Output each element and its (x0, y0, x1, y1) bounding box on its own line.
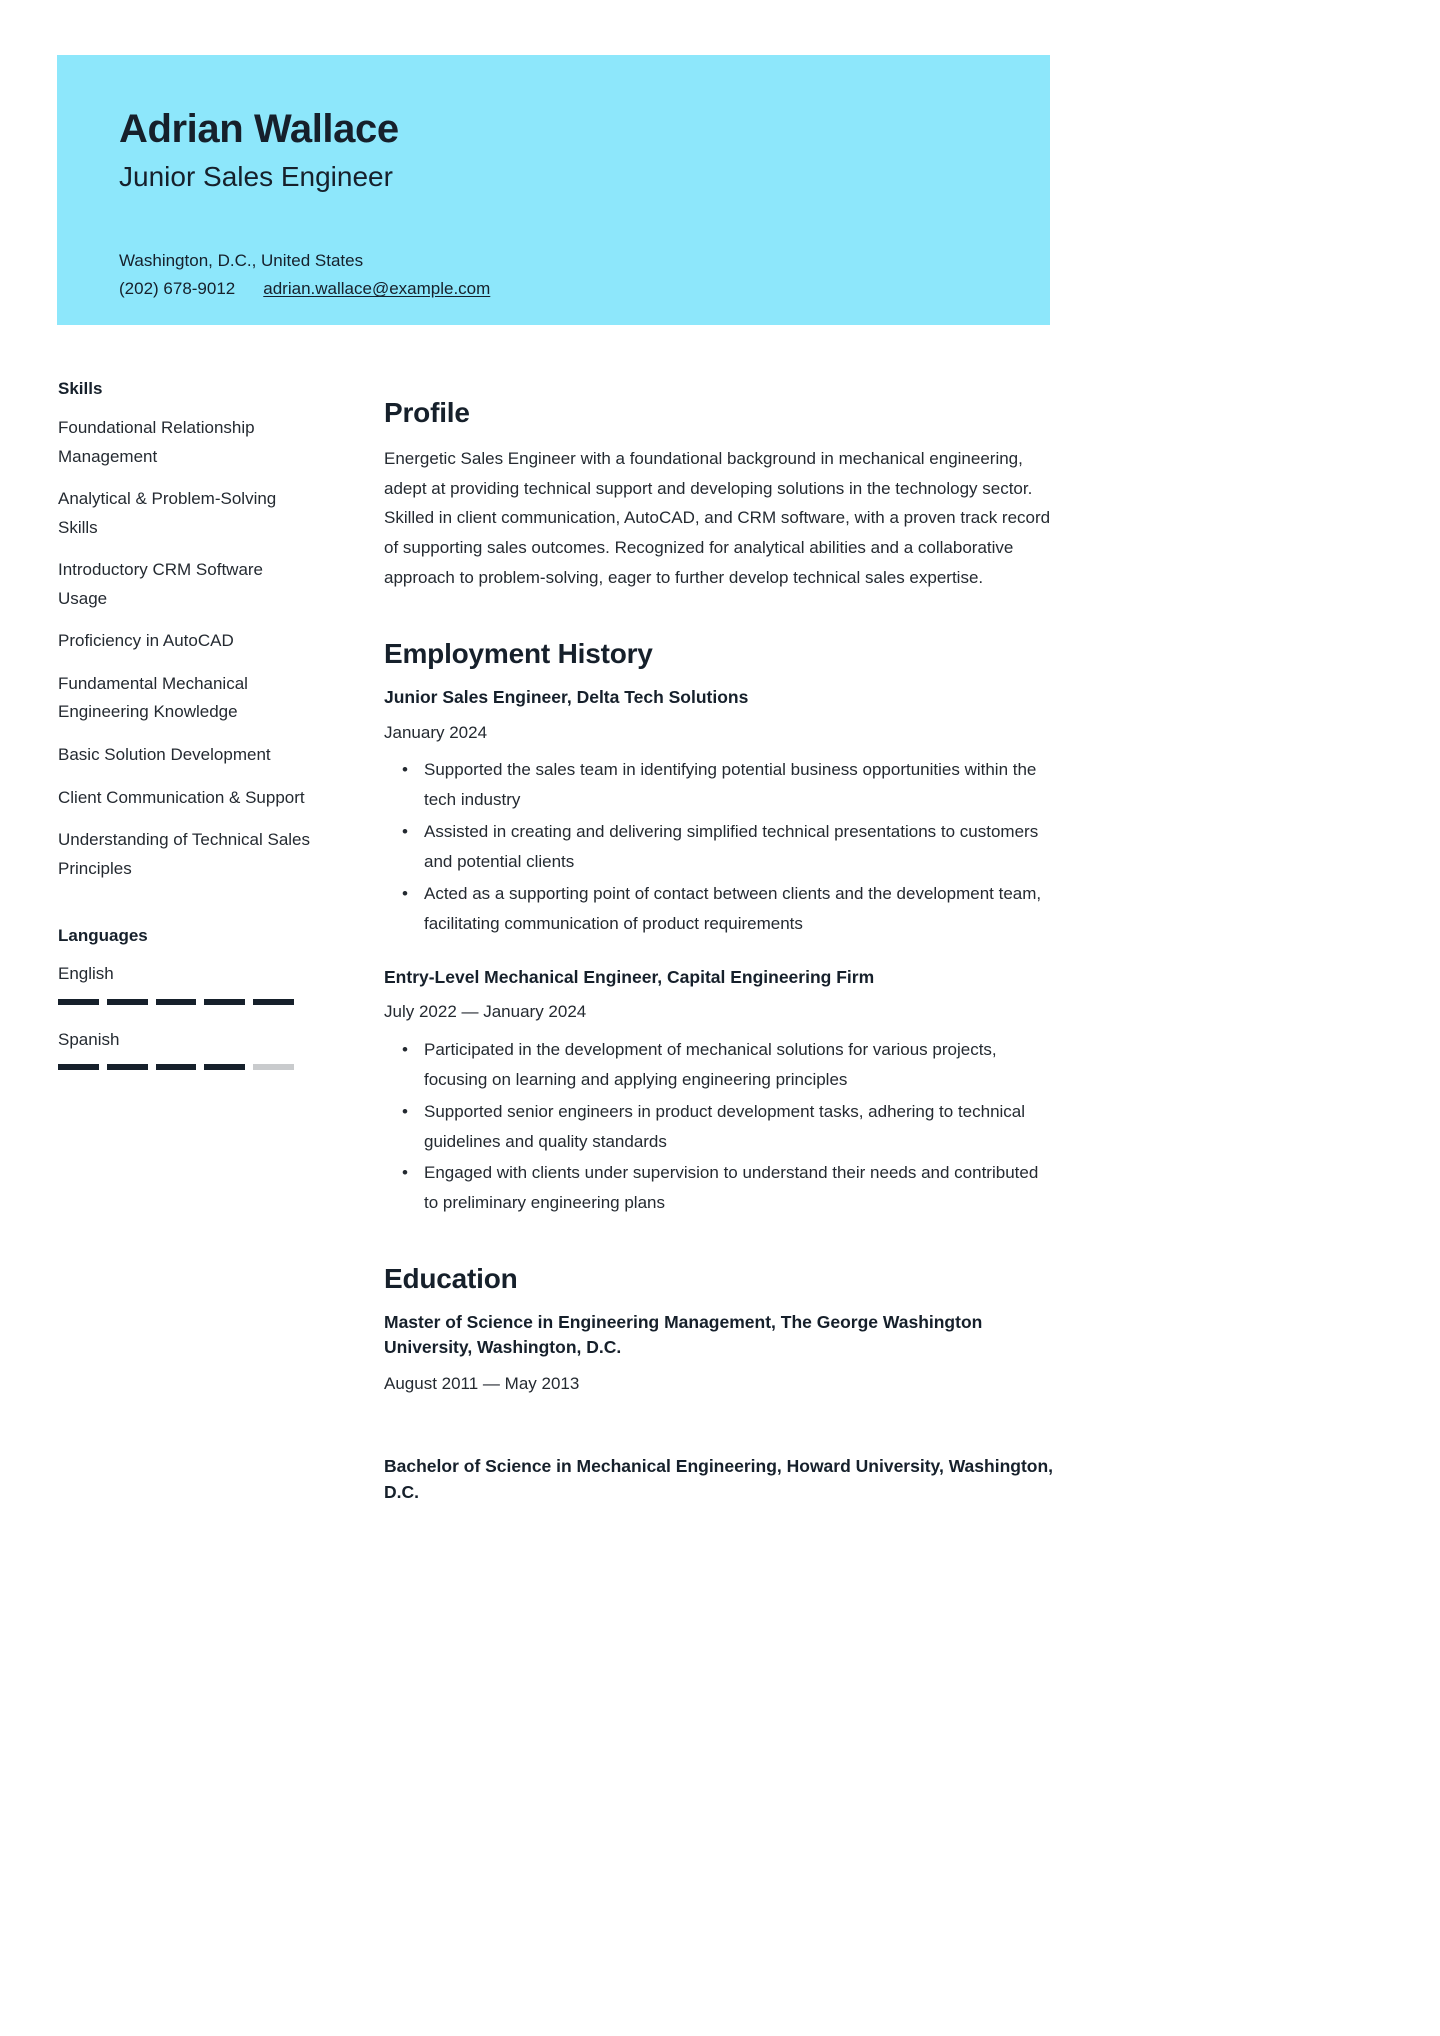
skill-item: Basic Solution Development (58, 745, 271, 765)
rating-segment (58, 1064, 99, 1070)
language-rating-bar (58, 1064, 294, 1070)
employment-entry-title: Junior Sales Engineer, Delta Tech Solutions (384, 686, 749, 707)
bullet-item: • Assisted in creating and delivering simplified technical presentations to customers and potential clients (424, 817, 1056, 877)
education-entry-title: Master of Science in Engineering Management, The George Washington University, Washington, D.C. (384, 1311, 983, 1358)
education-entry (384, 1454, 1056, 1505)
contact-location: Washington, D.C., United States (119, 251, 364, 271)
profile-heading: Profile (384, 397, 470, 428)
employment-entry-date: January 2024 (384, 722, 488, 742)
skill-item: Foundational Relationship Management (58, 418, 255, 466)
employment-bullet-list (384, 1035, 1056, 1218)
bullet-item: • Engaged with clients under supervision to understand their needs and contributed to preliminary engineering plans (424, 1158, 1056, 1218)
employment-heading: Employment History (384, 638, 653, 670)
skills-list (58, 414, 358, 883)
bullet-item: • Supported senior engineers in product development tasks, adhering to technical guidelines and quality standards (424, 1097, 1056, 1157)
skill-item: Client Communication & Support (58, 787, 305, 807)
rating-segment (253, 1064, 294, 1070)
skills-heading: Skills (58, 379, 103, 398)
language-name: Spanish (58, 1029, 120, 1049)
employment-entry-date: July 2022 — January 2024 (384, 1002, 587, 1022)
contact-email-link[interactable]: adrian.wallace@example.com (263, 279, 491, 299)
bullet-item: • Participated in the development of mechanical solutions for various projects, focusing on learning and applying engineering principles (424, 1035, 1056, 1095)
skill-item: Analytical & Problem-Solving Skills (58, 489, 277, 537)
main-column (384, 396, 1056, 1515)
contact-phone: (202) 678-9012 (119, 279, 236, 299)
profile-text: Energetic Sales Engineer with a foundational background in mechanical engineering, adept at providing technical support and developing solutions in the technology sector. Skilled in client communication, AutoCAD, and CRM software, with a proven track record of supporting sales outcomes. Recognized for analytical abilities and a collaborative approach to problem-solving, eager to further develop technical sales expertise. (384, 448, 1051, 588)
language-name: English (58, 964, 114, 984)
skill-item: Proficiency in AutoCAD (58, 631, 234, 651)
language-entry (58, 1027, 358, 1071)
skill-item: Introductory CRM Software Usage (58, 560, 264, 608)
candidate-name: Adrian Wallace (119, 107, 399, 151)
bullet-item: • Acted as a supporting point of contact between clients and the development team, facilitating communication of product requirements (424, 879, 1056, 939)
rating-segment (204, 999, 245, 1005)
employment-entry (384, 965, 1056, 1219)
education-section (384, 1262, 1056, 1505)
rating-segment (58, 999, 99, 1005)
rating-segment (204, 1064, 245, 1070)
employment-bullet-list (384, 755, 1056, 938)
profile-section (384, 396, 1056, 593)
education-entry-title: Bachelor of Science in Mechanical Engineering, Howard University, Washington, D.C. (384, 1456, 1054, 1502)
education-entry-date: August 2011 — May 2013 (384, 1373, 580, 1393)
contact-block (119, 247, 1050, 303)
rating-segment (156, 1064, 197, 1070)
education-entry (384, 1310, 1056, 1396)
sidebar (58, 378, 358, 1092)
rating-segment (156, 999, 197, 1005)
rating-segment (107, 1064, 148, 1070)
contact-row (119, 275, 1050, 303)
candidate-job-title: Junior Sales Engineer (119, 160, 393, 192)
languages-heading: Languages (58, 926, 148, 946)
rating-segment (253, 999, 294, 1005)
language-entry (58, 961, 358, 1005)
education-heading: Education (384, 1263, 518, 1295)
employment-entry-title: Entry-Level Mechanical Engineer, Capital Engineering Firm (384, 966, 875, 987)
employment-entry (384, 685, 1056, 939)
language-rating-bar (58, 999, 294, 1005)
skill-item: Fundamental Mechanical Engineering Knowledge (58, 673, 248, 722)
header-banner (57, 55, 1050, 325)
skill-item: Understanding of Technical Sales Principles (58, 830, 311, 878)
employment-section (384, 637, 1056, 1218)
bullet-item: • Supported the sales team in identifying potential business opportunities within the tech industry (424, 755, 1056, 815)
rating-segment (107, 999, 148, 1005)
